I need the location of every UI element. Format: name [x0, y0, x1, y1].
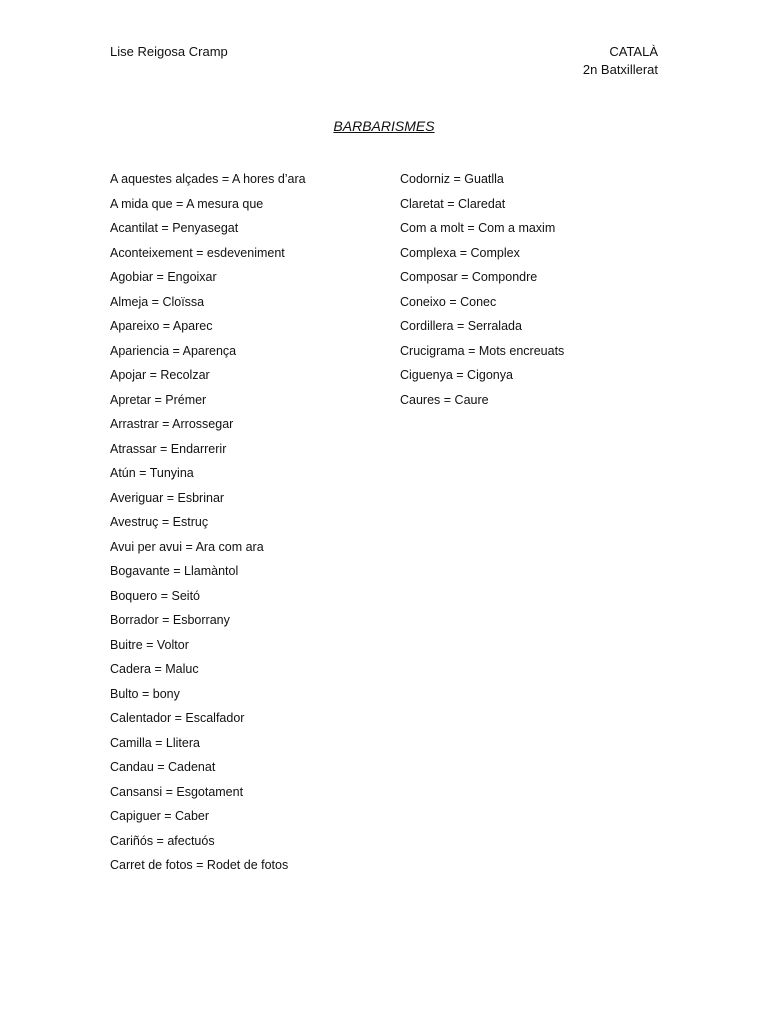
term-entry: Avestruç = Estruç	[110, 515, 209, 529]
term-entry: Carret de fotos = Rodet de fotos	[110, 858, 289, 872]
term-entry: Almeja = Cloïssa	[110, 294, 205, 309]
term-entry: Capiguer = Caber	[110, 809, 210, 823]
term-entry: Codorniz = Guatlla	[400, 172, 504, 186]
term-entry: A aquestes alçades = A hores d’ara	[110, 172, 306, 186]
term-entry: Candau = Cadenat	[110, 760, 216, 774]
right-term-list	[400, 167, 564, 412]
term-entry: Avui per avui = Ara com ara	[110, 539, 264, 554]
term-entry: Cadera = Maluc	[110, 662, 199, 676]
term-entry: Caures = Caure	[400, 392, 489, 407]
term-entry: Claretat = Claredat	[400, 196, 506, 211]
term-entry: Apojar = Recolzar	[110, 368, 210, 382]
term-entry: Aconteixement = esdeveniment	[110, 245, 285, 260]
term-entry: Buitre = Voltor	[110, 637, 189, 652]
term-entry: Arrastrar = Arrossegar	[110, 417, 234, 431]
term-entry: Camilla = Llitera	[110, 735, 200, 750]
term-entry: Borrador = Esborrany	[110, 613, 230, 627]
course-label: 2n Batxillerat	[582, 62, 658, 77]
term-entry: Bulto = bony	[110, 686, 180, 701]
subject-label: CATALÀ	[609, 44, 658, 59]
term-entry: Apretar = Prémer	[110, 392, 207, 407]
term-entry: Atún = Tunyina	[110, 466, 194, 480]
term-entry: Bogavante = Llamàntol	[110, 564, 239, 578]
term-entry: A mida que = A mesura que	[110, 196, 264, 211]
term-entry: Apariencia = Aparença	[110, 343, 237, 358]
term-entry: Averiguar = Esbrinar	[110, 490, 225, 505]
term-entry: Calentador = Escalfador	[110, 711, 245, 725]
term-entry: Agobiar = Engoixar	[110, 270, 217, 284]
author-name: Lise Reigosa Cramp	[110, 44, 228, 59]
term-entry: Boquero = Seitó	[110, 588, 200, 603]
term-entry: Cansansi = Esgotament	[110, 784, 244, 799]
term-entry: Complexa = Complex	[400, 245, 520, 260]
term-entry: Atrassar = Endarrerir	[110, 441, 227, 456]
term-entry: Composar = Compondre	[400, 270, 538, 284]
term-entry: Cariñós = afectuós	[110, 833, 215, 848]
term-entry: Coneixo = Conec	[400, 294, 497, 309]
term-entry: Apareixo = Aparec	[110, 319, 213, 333]
page-title: BARBARISMES	[333, 118, 435, 134]
term-entry: Crucigrama = Mots encreuats	[400, 343, 565, 358]
left-term-list	[110, 167, 306, 878]
term-entry: Com a molt = Com a maxim	[400, 221, 556, 235]
term-entry: Ciguenya = Cigonya	[400, 368, 513, 382]
header-right	[583, 43, 658, 79]
term-entry: Cordillera = Serralada	[400, 319, 522, 333]
term-entry: Acantilat = Penyasegat	[110, 221, 239, 235]
